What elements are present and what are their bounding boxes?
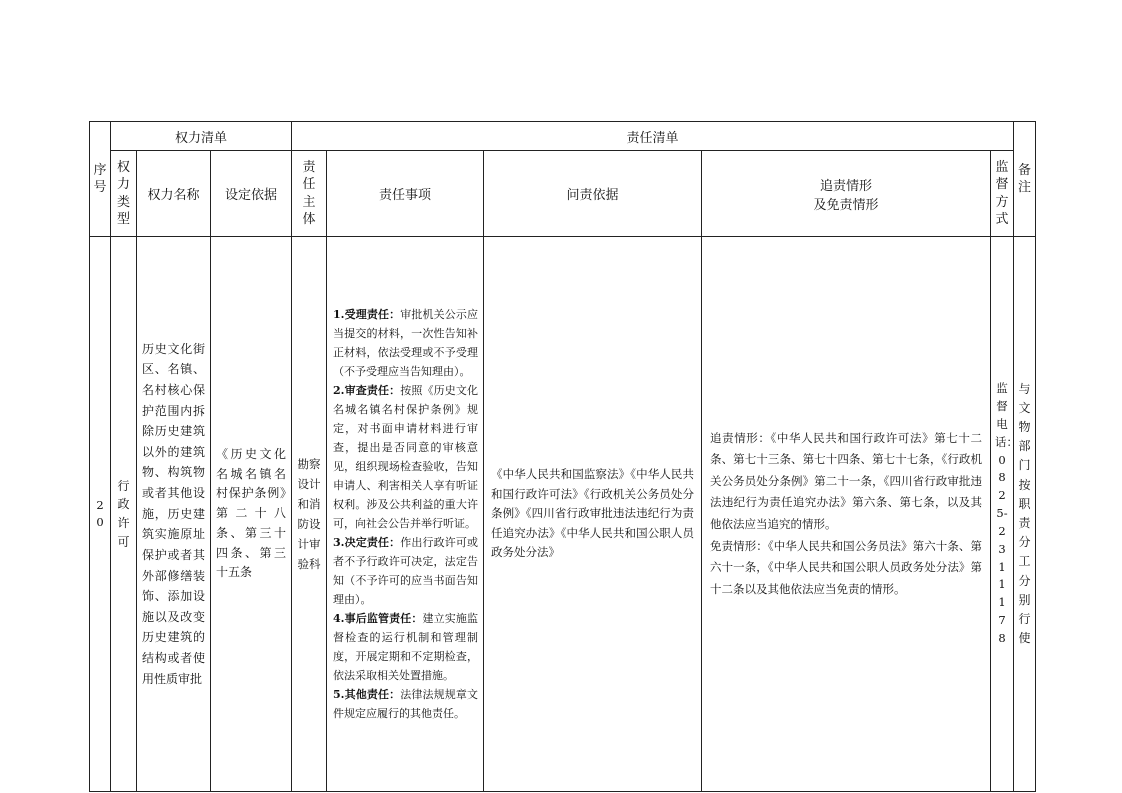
header-responsible-subject: 责任主体 <box>292 151 327 237</box>
row-power-type: 行政许可 <box>111 237 137 792</box>
responsibility-item <box>333 533 478 609</box>
header-seq: 序号 <box>90 122 111 237</box>
header-basis: 设定依据 <box>211 151 292 237</box>
responsibility-item-head: 3.决定责任： <box>333 536 401 550</box>
row-seq: 20 <box>90 237 111 792</box>
responsibility-item <box>333 685 478 723</box>
row-accountability-cases <box>702 237 991 792</box>
header-power-list: 权力清单 <box>111 122 292 151</box>
header-accountability-cases: 追责情形 及免责情形 <box>702 151 991 237</box>
exemption-cases: 免责情形：《中华人民共和国公务员法》第六十条、第六十一条，《中华人民共和国公职人员政务处分法》第十二条以及其他依法应当免责的情形。 <box>710 538 982 596</box>
row-supervision <box>991 237 1019 792</box>
header-accountability-basis: 问责依据 <box>484 151 702 237</box>
supervision-phone: 0825-2311178 <box>996 452 1008 645</box>
responsibility-item-head: 5.其他责任： <box>333 688 401 702</box>
responsibility-items-list <box>327 305 483 723</box>
table-row <box>90 237 1036 792</box>
power-responsibility-table <box>89 121 1036 792</box>
responsibility-item-head: 4.事后监管责任： <box>333 612 423 626</box>
row-responsible-subject: 勘察设计和消防设计审验科 <box>292 237 327 792</box>
row-responsibility-items <box>327 237 484 792</box>
responsibility-item <box>333 305 478 381</box>
responsibility-item-text: 审批机关公示应当提交的材料，一次性告知补正材料，依法受理或不予受理（不予受理应当告知理由）。 <box>333 307 479 378</box>
responsibility-item-head: 1.受理责任： <box>333 307 401 321</box>
row-accountability-basis: 《中华人民共和国监察法》《中华人民共和国行政许可法》《行政机关公务员处分条例》《四川省行政审批违法违纪行为责任追究办法》《中华人民共和国公职人员政务处分法》 <box>484 237 702 792</box>
responsibility-item <box>333 609 478 685</box>
responsibility-item-text: 法律法规规章文件规定应履行的其他责任。 <box>333 688 479 721</box>
responsibility-item-text: 作出行政许可或者不予行政许可决定，法定告知（不予许可的应当书面告知理由）。 <box>333 536 479 607</box>
responsibility-item <box>333 381 478 533</box>
header-supervision: 监督方式 <box>991 151 1014 237</box>
header-remark: 备注 <box>1014 122 1036 237</box>
row-power-name: 历史文化街区、名镇、名村核心保护范围内拆除历史建筑以外的建筑物、构筑物或者其他设施，历史建筑实施原址保护或者其外部修缮装饰、添加设施以及改变历史建筑的结构或者使用性质审批 <box>137 237 211 792</box>
row-basis: 《历史文化名城名镇名村保护条例》第二十八条、第三十四条、第三十五条 <box>211 237 292 792</box>
responsibility-item-text: 建立实施监督检查的运行机制和管理制度，开展定期和不定期检查，依法采取相关处置措施。 <box>333 612 479 683</box>
accountability-cases: 追责情形：《中华人民共和国行政许可法》第七十二条、第七十三条、第七十四条、第七十七条，《行政机关公务员处分条例》第二十一条，《四川省行政审批违法违纪行为责任追究办法》第六条、第七条，以及其他依法应当追究的情形。 <box>710 430 982 531</box>
responsibility-item-head: 2.审查责任： <box>333 383 401 397</box>
header-power-name: 权力名称 <box>137 151 211 237</box>
supervision-label: 监督电话： <box>995 381 1019 449</box>
header-responsibility-items: 责任事项 <box>327 151 484 237</box>
responsibility-item-text: 按照《历史文化名城名镇名村保护条例》规定，对书面申请材料进行审查，提出是否同意的审核意见，组织现场检查验收，告知申请人、利害相关人享有听证权利。涉及公共利益的重大许可，向社会公告并举行听证。 <box>333 383 479 530</box>
header-power-type: 权力类型 <box>111 151 137 237</box>
header-responsibility-list: 责任清单 <box>292 122 1014 151</box>
row-remark: 与文物部门按职责分工分别行使 <box>1014 237 1036 792</box>
